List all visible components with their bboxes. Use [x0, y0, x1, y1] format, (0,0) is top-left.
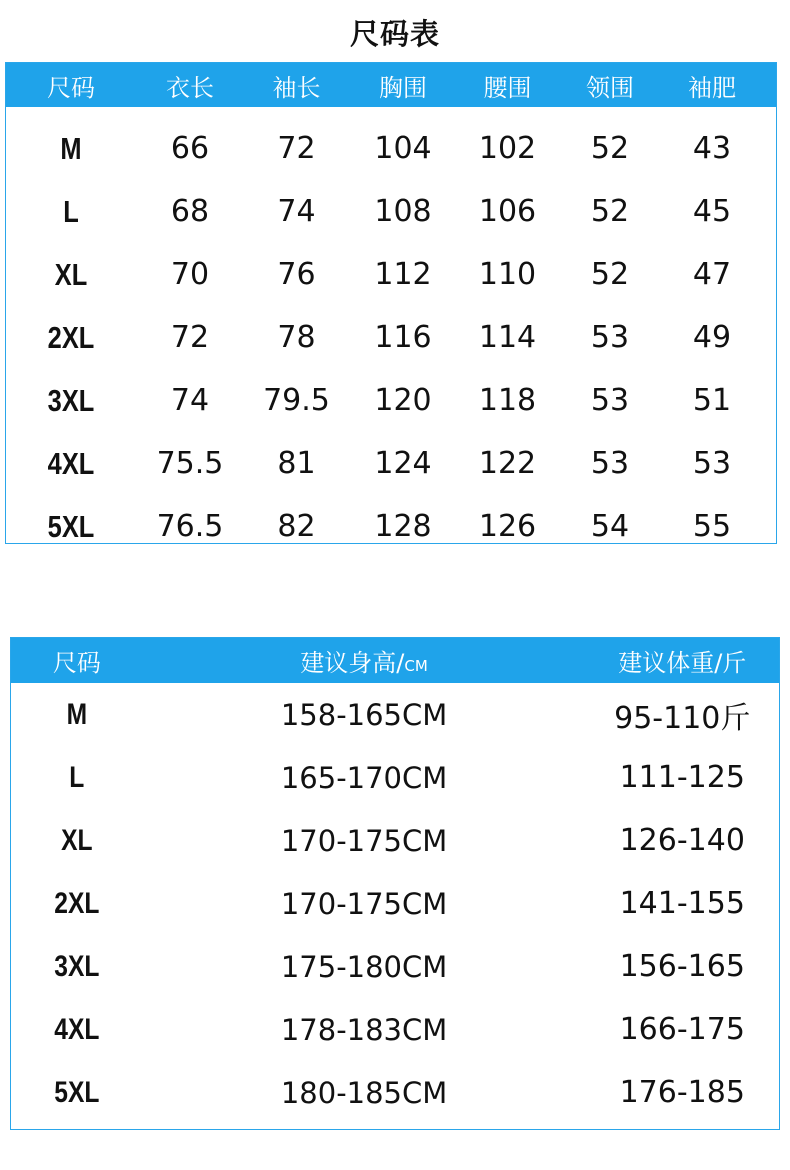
- table-cell: 112: [374, 257, 432, 292]
- table-cell: 126-140: [619, 823, 745, 858]
- table-row: [6, 180, 776, 243]
- table-row: [11, 935, 779, 998]
- table-cell: 82: [277, 509, 316, 544]
- table-cell: 55: [692, 509, 732, 544]
- header-sleeve-width: 袖肥: [688, 73, 736, 102]
- table-cell: 68: [170, 194, 210, 229]
- header-waist: 腰围: [483, 73, 532, 102]
- size-label: L: [63, 193, 79, 229]
- table-cell: 124: [374, 446, 432, 481]
- header-length: 衣长: [166, 73, 214, 102]
- table-cell: 79.5: [263, 383, 330, 418]
- table-cell: 49: [692, 320, 732, 355]
- table-cell: 53: [590, 320, 630, 355]
- table-cell: 51: [692, 383, 732, 418]
- table-cell: 122: [478, 446, 537, 481]
- table-cell: 52: [590, 257, 630, 292]
- table-cell: 114: [478, 320, 537, 355]
- table-cell: 166-175: [619, 1012, 745, 1047]
- table-cell: 78: [277, 320, 316, 355]
- table-header: [6, 63, 776, 107]
- table-cell: 45: [692, 194, 732, 229]
- table-row: [6, 432, 776, 495]
- page-title: 尺码表: [349, 17, 440, 51]
- size-label: 3XL: [54, 949, 100, 983]
- header-size: 尺码: [52, 649, 101, 677]
- header-height-label: 建议身高/: [300, 649, 405, 677]
- size-label: 2XL: [54, 886, 100, 920]
- size-label: 3XL: [47, 382, 95, 418]
- size-label: 5XL: [54, 1075, 100, 1109]
- header-collar: 领围: [586, 73, 634, 102]
- size-label: 4XL: [54, 1012, 100, 1046]
- table-cell: 72: [277, 131, 316, 166]
- table-cell: 180-185CM: [280, 1075, 448, 1110]
- header-chest: 胸围: [379, 73, 427, 102]
- table-row: [6, 306, 776, 369]
- table-row: [11, 809, 779, 872]
- table-row: [6, 495, 776, 558]
- table-cell: 52: [590, 131, 630, 166]
- table-row: [6, 369, 776, 432]
- table-cell: 106: [478, 194, 537, 229]
- size-recommendation-table: [10, 637, 780, 1130]
- table-cell: 53: [692, 446, 732, 481]
- header-height: [143, 643, 586, 678]
- table-cell: 54: [590, 509, 630, 544]
- table-row: [11, 683, 779, 746]
- size-label: M: [66, 697, 88, 731]
- table-cell: 104: [374, 131, 432, 166]
- table-body: [6, 107, 776, 558]
- table-cell: 43: [692, 131, 732, 166]
- table-row: [11, 998, 779, 1061]
- table-cell: 74: [277, 194, 316, 229]
- table-cell: 118: [478, 383, 537, 418]
- table-cell: 53: [590, 446, 630, 481]
- header-height-unit: CM: [404, 657, 428, 675]
- table-cell: 66: [170, 131, 210, 166]
- table-row: [11, 1061, 779, 1124]
- table-cell: 108: [374, 194, 432, 229]
- size-label: 4XL: [47, 445, 95, 481]
- size-label: M: [60, 130, 82, 166]
- table-cell: 126: [478, 509, 537, 544]
- table-body: [11, 683, 779, 1124]
- table-cell: 53: [590, 383, 630, 418]
- table-cell: 72: [170, 320, 210, 355]
- size-measurement-table: [5, 62, 777, 544]
- header-sleeve-length: 袖长: [272, 73, 321, 102]
- table-cell: 75.5: [156, 446, 224, 481]
- table-cell: 52: [590, 194, 630, 229]
- table-cell: 158-165CM: [280, 697, 448, 732]
- table-cell: 110: [478, 257, 537, 292]
- table-cell: 76: [277, 257, 316, 292]
- table-row: [11, 872, 779, 935]
- header-size: 尺码: [47, 73, 95, 102]
- table-cell: 178-183CM: [280, 1012, 448, 1047]
- table-cell: 165-170CM: [280, 760, 448, 795]
- size-label: 5XL: [47, 508, 95, 544]
- size-label: XL: [54, 256, 88, 292]
- table-header: [11, 638, 779, 683]
- table-row: [11, 746, 779, 809]
- table-cell: 95-110斤: [614, 700, 751, 736]
- table-cell: 141-155: [619, 886, 745, 921]
- table-cell: 111-125: [619, 760, 745, 795]
- table-cell: 70: [170, 257, 210, 292]
- size-label: 2XL: [47, 319, 95, 355]
- table-cell: 176-185: [619, 1075, 745, 1110]
- table-cell: 156-165: [619, 949, 745, 984]
- table-cell: 170-175CM: [280, 886, 448, 921]
- table-row: [6, 243, 776, 306]
- table-row: [6, 117, 776, 180]
- table-cell: 74: [170, 383, 210, 418]
- header-weight: 建议体重/斤: [618, 649, 747, 677]
- size-label: XL: [61, 823, 93, 857]
- table-cell: 116: [374, 320, 432, 355]
- table-cell: 81: [277, 446, 316, 481]
- table-cell: 170-175CM: [280, 823, 448, 858]
- table-cell: 175-180CM: [280, 949, 448, 984]
- size-label: L: [69, 760, 85, 794]
- table-cell: 76.5: [156, 509, 224, 544]
- table-cell: 47: [692, 257, 732, 292]
- table-cell: 120: [374, 383, 432, 418]
- table-cell: 102: [478, 131, 537, 166]
- table-cell: 128: [374, 509, 432, 544]
